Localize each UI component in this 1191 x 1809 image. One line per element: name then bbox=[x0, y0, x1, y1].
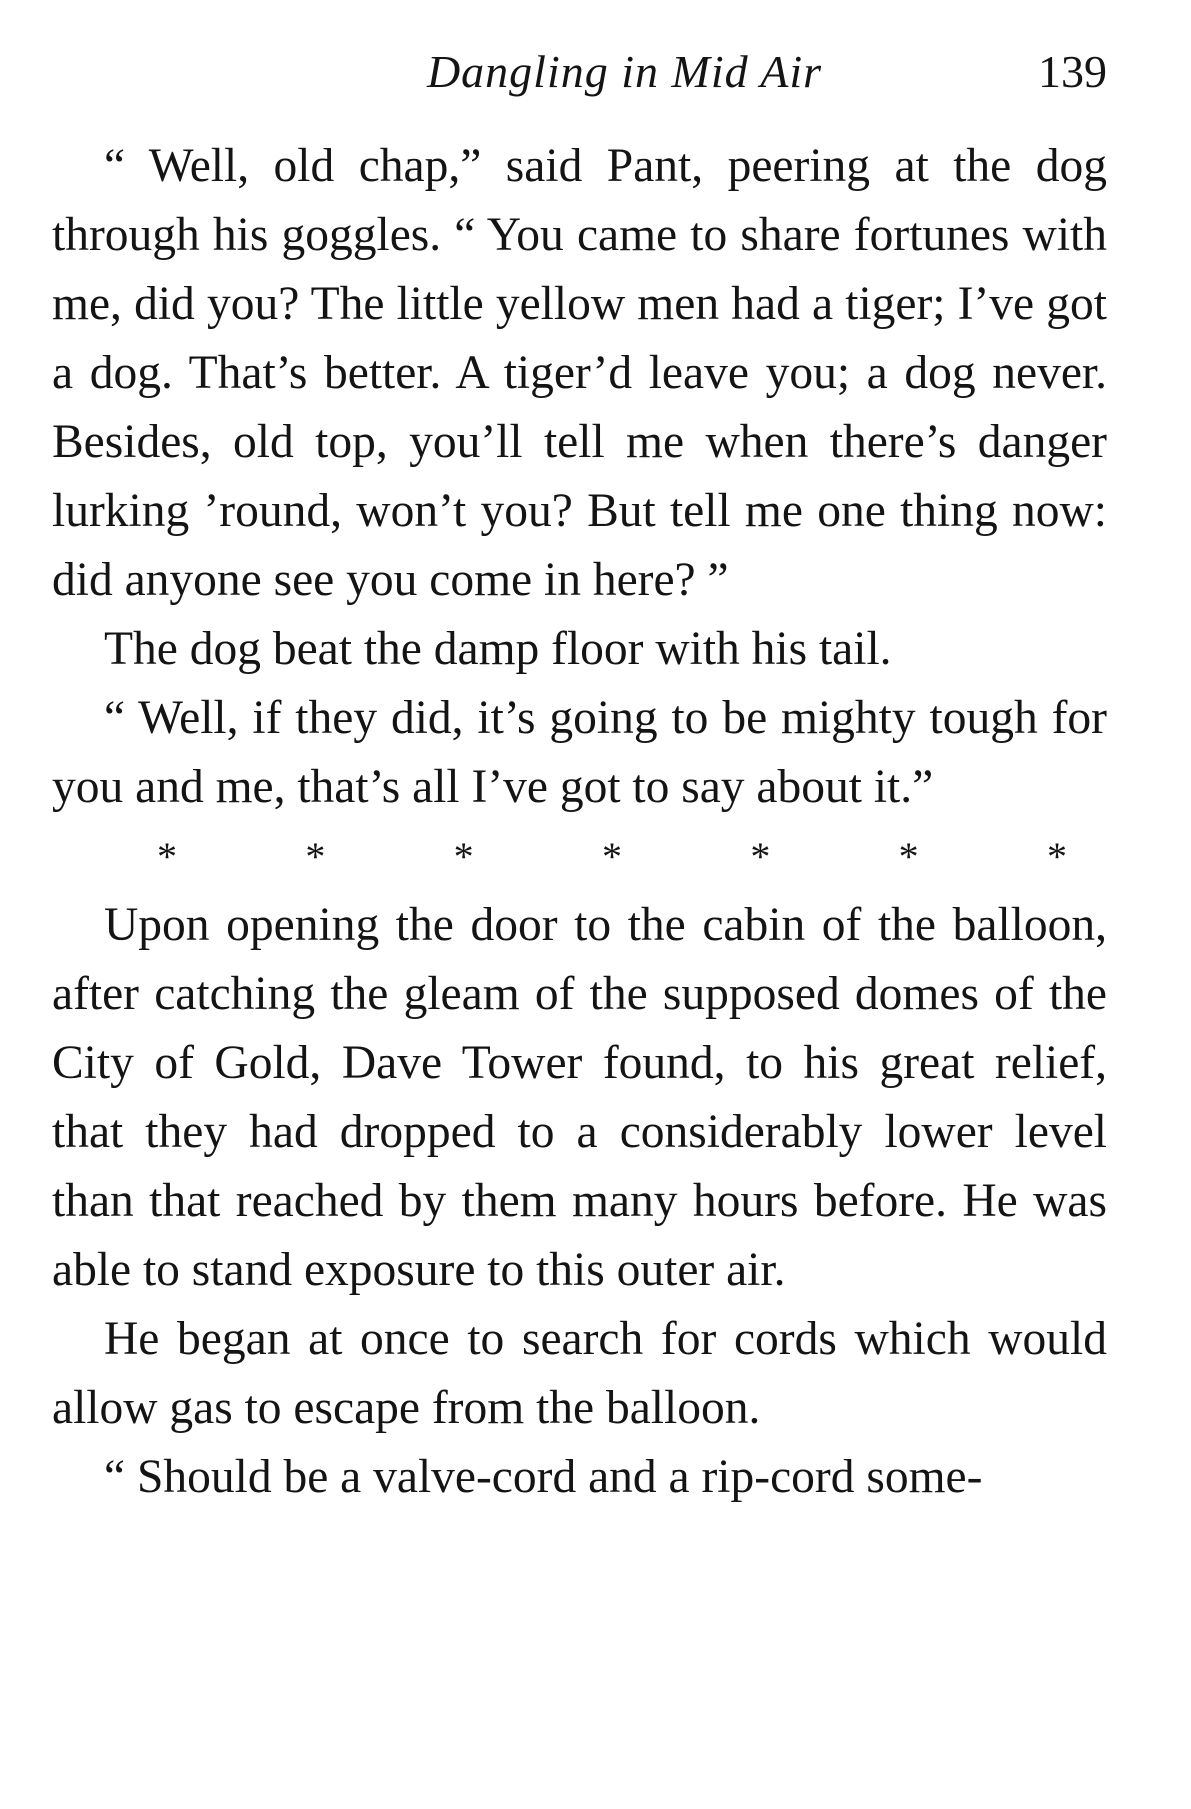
paragraph: Upon opening the door to the cabin of the balloon, after catching the gleam of the supposed domes of the City of Gold, Dave Tower found, to his great relief, that they had dropped to a considerably lower level than that reached by them many hours before. He was able to stand exposure to this outer air. bbox=[52, 899, 1107, 1296]
section-break-asterisk: * bbox=[157, 834, 177, 879]
section-break-asterisk: * bbox=[898, 834, 919, 879]
paragraph: He began at once to search for cords which would allow gas to escape from the balloon. bbox=[52, 1313, 1107, 1434]
page-number: 139 bbox=[1038, 46, 1107, 97]
section-break-asterisk: * bbox=[750, 834, 771, 879]
section-break-asterisk: * bbox=[453, 834, 474, 879]
body-text bbox=[52, 132, 1107, 1512]
book-page bbox=[52, 32, 1107, 1512]
section-break bbox=[52, 822, 1107, 891]
running-head bbox=[52, 32, 1107, 112]
section-break-asterisk: * bbox=[305, 834, 326, 879]
section-break-asterisk: * bbox=[601, 834, 622, 879]
section-break-asterisk: * bbox=[1046, 834, 1067, 879]
paragraph: “ Well, old chap,” said Pant, peering at the dog through his goggles. “ You came to share fortunes with me, did you? The little yellow men had a tiger; I’ve got a dog. That’s better. A tiger’d leave you; a dog never. Besides, old top, you’ll tell me when there’s danger lurking ’round, won’t you? But tell me one thing now: did anyone see you come in here? ” bbox=[52, 140, 1107, 606]
paragraph: “ Should be a valve-cord and a rip-cord some- bbox=[104, 1451, 983, 1503]
paragraph: The dog beat the damp floor with his tail. bbox=[104, 623, 892, 675]
paragraph: “ Well, if they did, it’s going to be mighty tough for you and me, that’s all I’ve got to say about it.” bbox=[52, 692, 1107, 813]
running-title: Dangling in Mid Air bbox=[426, 46, 823, 97]
